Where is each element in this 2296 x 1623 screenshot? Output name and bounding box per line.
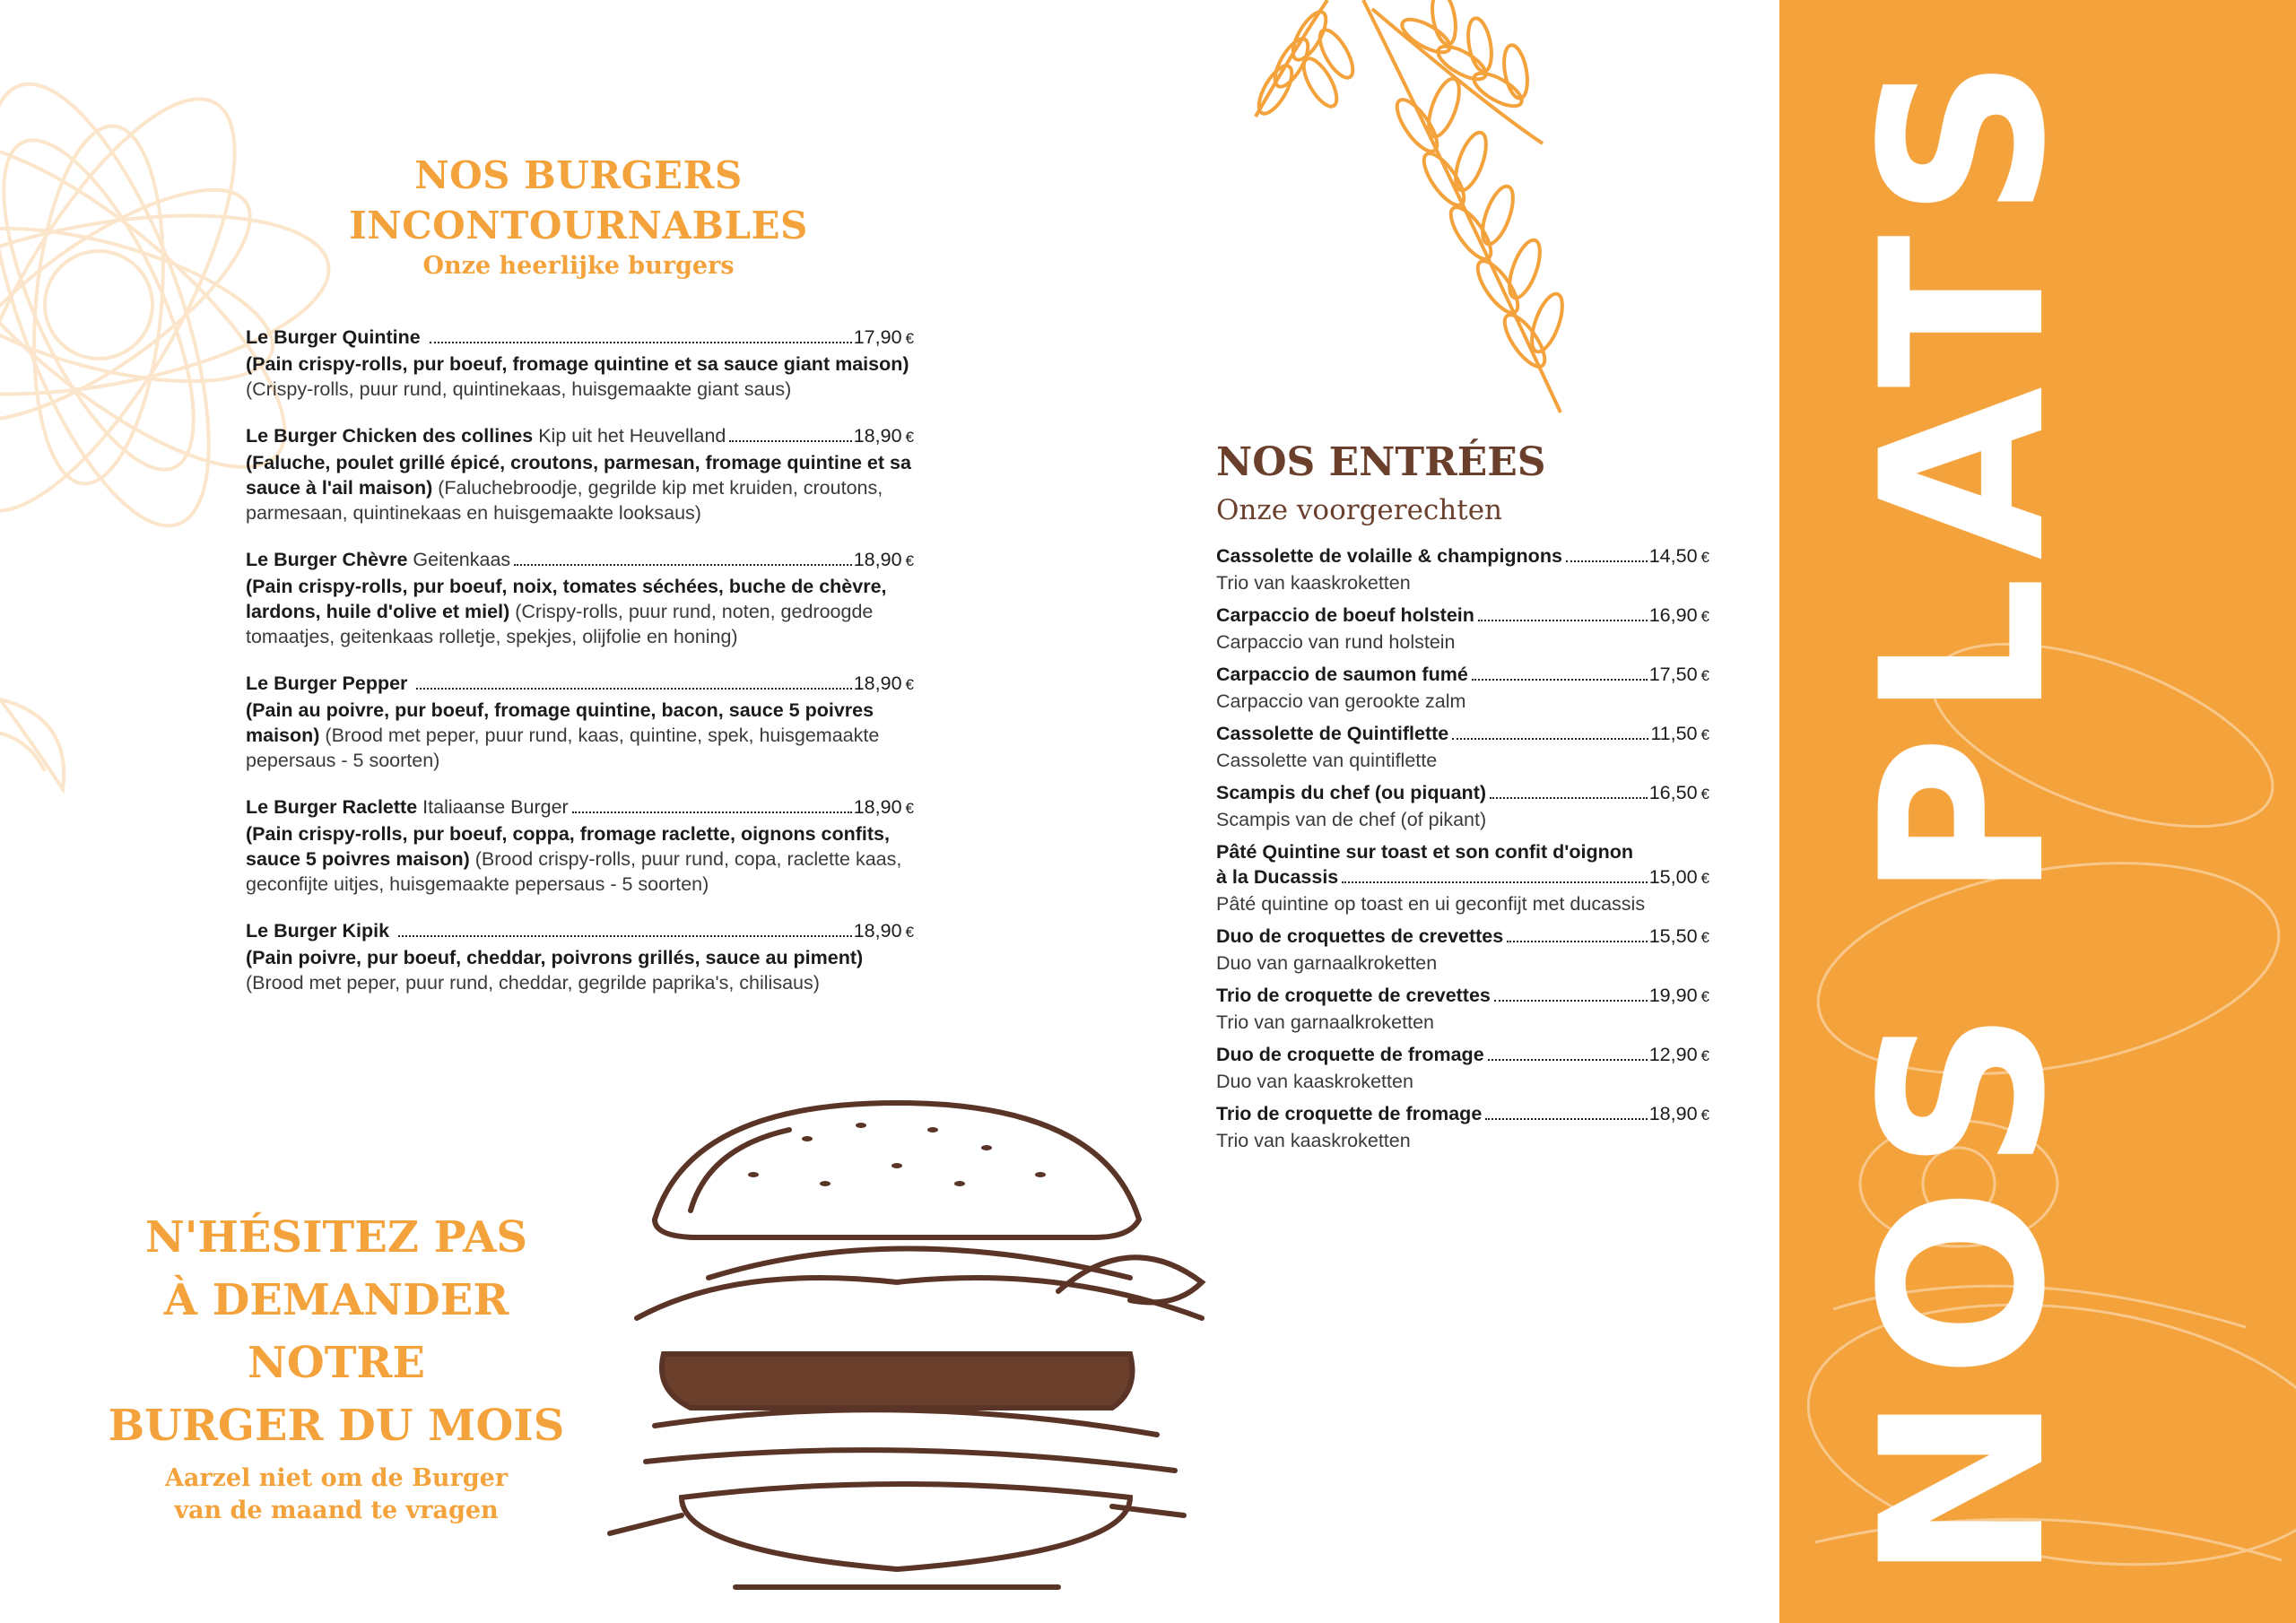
entree-nl: Cassolette van quintiflette	[1216, 750, 1438, 771]
burger-illustration	[556, 1085, 1238, 1623]
entree-item	[1216, 1101, 1709, 1153]
currency-symbol: €	[1700, 870, 1709, 887]
dot-leader	[1485, 1118, 1647, 1120]
currency-symbol: €	[905, 552, 914, 569]
entree-price: 16,90	[1648, 604, 1698, 626]
entree-item	[1216, 543, 1709, 595]
entree-price: 16,50	[1648, 782, 1698, 803]
entree-price: 12,90	[1648, 1044, 1698, 1065]
entree-price: 15,50	[1648, 925, 1698, 947]
currency-symbol: €	[1700, 726, 1709, 743]
burgers-subtitle: Onze heerlijke burgers	[422, 252, 735, 280]
burger-price: 18,90	[853, 549, 902, 570]
burger-price: 18,90	[853, 920, 902, 942]
entree-price: 14,50	[1648, 545, 1698, 567]
burger-desc-fr: (Pain crispy-rolls, pur boeuf, noix, tomates séchées, buche de chèvre, lardons, huile d'olive et miel)	[246, 576, 887, 622]
entree-nl: Scampis van de chef (of pikant)	[1216, 809, 1487, 830]
dot-leader	[514, 564, 852, 566]
promo-line: BURGER DU MOIS	[108, 1401, 565, 1451]
entree-price: 17,50	[1648, 664, 1698, 685]
promo-line: À DEMANDER	[163, 1275, 509, 1325]
entree-item	[1216, 1042, 1709, 1094]
burger-price: 18,90	[853, 425, 902, 447]
currency-symbol: €	[1700, 549, 1709, 566]
burger-description	[246, 698, 914, 773]
dot-leader	[1566, 560, 1648, 562]
entree-item-line	[1216, 983, 1709, 1010]
burger-price: 18,90	[853, 673, 902, 694]
entree-item-line	[1216, 543, 1709, 570]
dot-leader	[729, 440, 851, 442]
entree-name: Carpaccio de boeuf holstein	[1216, 604, 1474, 626]
burger-item-line	[246, 423, 914, 450]
currency-symbol: €	[905, 924, 914, 941]
burger-description	[246, 574, 914, 649]
dot-leader	[416, 688, 851, 690]
entree-item-line	[1216, 864, 1709, 891]
promo-line: N'HÉSITEZ PAS	[144, 1212, 528, 1263]
promo-nl-line2: van de maand te vragen	[174, 1497, 499, 1524]
burger-list	[246, 325, 914, 1017]
dot-leader	[1490, 797, 1648, 799]
burger-description	[246, 352, 914, 402]
currency-symbol: €	[1700, 929, 1709, 946]
entree-item	[1216, 603, 1709, 655]
dot-leader	[1342, 881, 1647, 883]
entree-name: Scampis du chef (ou piquant)	[1216, 782, 1487, 803]
burger-item	[246, 918, 914, 995]
burger-subname: Italiaanse Burger	[422, 796, 569, 818]
burger-desc-nl: (Faluchebroodje, gegrilde kip met kruiden, croutons, parmesaan, quintinekaas en huisgemaakte looksaus)	[246, 477, 883, 524]
dot-leader	[1507, 941, 1648, 942]
entree-nl: Trio van kaaskroketten	[1216, 1130, 1411, 1151]
entree-price: 18,90	[1648, 1103, 1698, 1124]
currency-symbol: €	[1700, 1047, 1709, 1064]
promo-nl-line1: Aarzel niet om de Burger	[164, 1464, 509, 1492]
panel-title: NOS PLATS	[1833, 40, 2094, 1583]
burger-description	[246, 945, 914, 995]
burgers-title-line2: INCONTOURNABLES	[349, 204, 808, 247]
entree-name: Trio de croquette de crevettes	[1216, 985, 1491, 1006]
burger-price: 17,90	[853, 326, 902, 348]
entree-nl: Trio van kaaskroketten	[1216, 572, 1411, 594]
entree-name-cont: à la Ducassis	[1216, 866, 1339, 888]
wheat-illustration	[1220, 0, 1596, 430]
burger-desc-fr: (Pain au poivre, pur boeuf, fromage quintine, bacon, sauce 5 poivres maison)	[246, 699, 874, 746]
burger-item-line	[246, 794, 914, 821]
entree-nl: Pâté quintine op toast en ui geconfijt met ducassis	[1216, 893, 1646, 915]
burger-desc-nl: (Crispy-rolls, puur rund, quintinekaas, huisgemaakte giant saus)	[246, 378, 792, 400]
burger-subname: Kip uit het Heuvelland	[538, 425, 726, 447]
entree-price: 15,00	[1648, 866, 1698, 888]
burger-description	[246, 821, 914, 897]
entree-price: 19,90	[1648, 985, 1698, 1006]
burger-desc-nl: (Crispy-rolls, puur rund, noten, gedroogde tomaatjes, geitenkaas rolletje, spekjes, olijfolie en honing)	[246, 601, 874, 647]
entree-item-line	[1216, 662, 1709, 689]
dot-leader	[1478, 620, 1648, 621]
burger-item	[246, 325, 914, 402]
burger-item	[246, 794, 914, 897]
entree-item-line	[1216, 780, 1709, 807]
burgers-title-line1: NOS BURGERS	[414, 153, 743, 197]
entree-item-line	[1216, 603, 1709, 629]
entree-name: Cassolette de Quintiflette	[1216, 723, 1449, 744]
currency-symbol: €	[1700, 785, 1709, 803]
panel-title-wrap	[1833, 40, 2094, 1583]
burgers-header	[341, 151, 816, 282]
entree-name: Duo de croquette de fromage	[1216, 1044, 1484, 1065]
entree-name: Cassolette de volaille & champignons	[1216, 545, 1562, 567]
entree-item	[1216, 924, 1709, 976]
burger-name: Le Burger Chicken des collines	[246, 425, 534, 447]
burger-item-line	[246, 671, 914, 698]
burger-desc-fr: (Pain poivre, pur boeuf, cheddar, poivrons grillés, sauce au piment)	[246, 947, 864, 968]
burger-name: Le Burger Quintine	[246, 326, 421, 348]
burger-desc-nl: (Brood met peper, puur rund, kaas, quintine, spek, huisgemaakte pepersaus - 5 soorten)	[246, 725, 880, 771]
burger-desc-nl: (Brood crispy-rolls, puur rund, copa, raclette kaas, geconfijte uitjes, huisgemaakte pepersaus - 5 soorten)	[246, 848, 902, 895]
entree-item-line	[1216, 721, 1709, 748]
entree-name: Duo de croquettes de crevettes	[1216, 925, 1504, 947]
burger-desc-fr: (Pain crispy-rolls, pur boeuf, coppa, fromage raclette, oignons confits, sauce 5 poivres maison)	[246, 823, 890, 870]
entree-name: Pâté Quintine sur toast et son confit d'oignon	[1216, 841, 1633, 863]
dot-leader	[398, 935, 852, 937]
burger-item-line	[246, 918, 914, 945]
burger-price: 18,90	[853, 796, 902, 818]
burger-name: Le Burger Pepper	[246, 673, 408, 694]
entree-nl: Duo van kaaskroketten	[1216, 1071, 1413, 1092]
entree-item-line	[1216, 1042, 1709, 1069]
burger-name: Le Burger Kipik	[246, 920, 390, 942]
promo-nl-text	[108, 1462, 565, 1527]
entree-nl: Carpaccio van rund holstein	[1216, 631, 1456, 653]
currency-symbol: €	[1700, 667, 1709, 684]
entree-nl: Duo van garnaalkroketten	[1216, 952, 1438, 974]
burger-desc-nl: (Brood met peper, puur rund, cheddar, gegrilde paprika's, chilisaus)	[246, 972, 820, 994]
burger-item-line	[246, 325, 914, 352]
entrees-subtitle: Onze voorgerechten	[1216, 494, 1503, 526]
currency-symbol: €	[1700, 1107, 1709, 1124]
entrees-title: NOS ENTRÉES	[1216, 439, 1546, 485]
burger-desc-fr: (Pain crispy-rolls, pur boeuf, fromage quintine et sa sauce giant maison)	[246, 353, 909, 375]
currency-symbol: €	[905, 800, 914, 817]
dot-leader	[1452, 738, 1648, 740]
entrees-header	[1216, 438, 1546, 529]
entree-item	[1216, 780, 1709, 832]
dot-leader	[1488, 1059, 1648, 1061]
burger-description	[246, 450, 914, 525]
promo-block	[108, 1206, 565, 1527]
entree-item	[1216, 721, 1709, 773]
burger-item	[246, 671, 914, 773]
entree-item	[1216, 839, 1709, 916]
burger-desc-fr: (Faluche, poulet grillé épicé, croutons, parmesan, fromage quintine et sa sauce à l'ail maison)	[246, 452, 911, 499]
burger-item	[246, 423, 914, 525]
dot-leader	[572, 812, 852, 813]
burger-name: Le Burger Raclette	[246, 796, 418, 818]
currency-symbol: €	[905, 330, 914, 347]
burger-item-line	[246, 547, 914, 574]
burger-name: Le Burger Chèvre	[246, 549, 408, 570]
entree-nl: Carpaccio van gerookte zalm	[1216, 690, 1466, 712]
dot-leader	[1494, 1000, 1648, 1002]
currency-symbol: €	[1700, 608, 1709, 625]
promo-line: NOTRE	[248, 1338, 425, 1388]
entree-name: Trio de croquette de fromage	[1216, 1103, 1483, 1124]
currency-symbol: €	[1700, 988, 1709, 1005]
burger-item	[246, 547, 914, 649]
entree-price: 11,50	[1650, 723, 1698, 744]
entree-item	[1216, 983, 1709, 1035]
entree-name: Carpaccio de saumon fumé	[1216, 664, 1468, 685]
entree-nl: Trio van garnaalkroketten	[1216, 1011, 1434, 1033]
entree-list	[1216, 543, 1709, 1160]
dot-leader	[430, 342, 852, 343]
dot-leader	[1472, 679, 1648, 681]
currency-symbol: €	[905, 676, 914, 693]
entree-item-line	[1216, 924, 1709, 950]
currency-symbol: €	[905, 429, 914, 446]
entree-item	[1216, 662, 1709, 714]
entree-item-line	[1216, 1101, 1709, 1128]
burger-subname: Geitenkaas	[413, 549, 511, 570]
